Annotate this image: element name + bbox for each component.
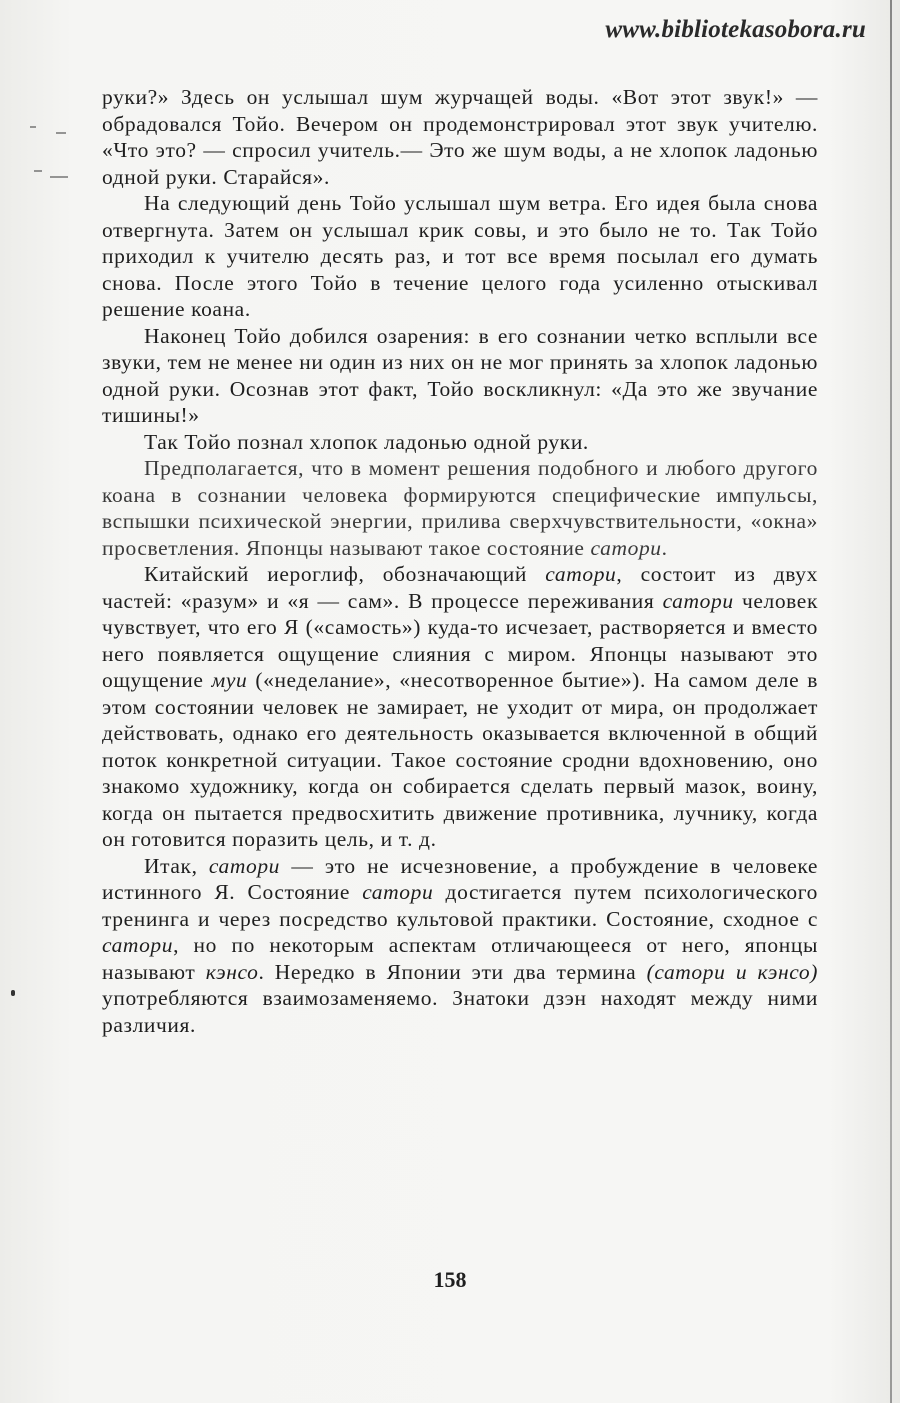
paragraph-6 <box>102 561 818 853</box>
text-span: Китайский иероглиф, обозначающий <box>144 562 546 586</box>
term-satori: сатори <box>545 562 617 586</box>
text-span: достигается путем психологического тренинга и через посредство культовой практики. Состояние, сходное с <box>102 880 818 931</box>
text-span: . Нередко в Японии эти два термина <box>258 959 647 984</box>
paragraph-1: руки?» Здесь он услышал шум журчащей воды. «Вот этот звук!» — обрадовался Тойо. Вечером он продемонстрировал этот звук учителю. «Что это? — спросил учитель.— Это же шум воды, а не хлопок ладонью одной руки. Старайся». <box>102 85 818 189</box>
paragraph-2: На следующий день Тойо услышал шум ветра. Его идея была снова отвергнута. Затем он услышал крик совы, и это было не то. Так Тойо приходил к учителю десять раз, и тот все время посылал его думать снова. После этого Тойо в течение целого года усиленно отыскивал решение коана. <box>102 191 818 321</box>
term-satori: сатори <box>208 853 281 878</box>
paragraph-3: Наконец Тойо добился озарения: в его сознании четко всплыли все звуки, тем не менее ни один из них он не мог принять за хлопок ладонью одной руки. Осознав этот факт, Тойо воскликнул: «Да это же звучание тишины!» <box>102 323 818 427</box>
term-satori: сатори <box>102 933 174 957</box>
text-span: Предполагается, что в момент решения подобного и любого другого коана в сознании человека формируются специфические импульсы, вспышки психической энергии, прилива сверхчувствительности, «окна» просветления. Японцы называют такое состояние <box>102 456 818 560</box>
text-span: («неделание», «несотворенное бытие»). На самом деле в этом состоянии человек не замирает, не уходит от мира, он продолжает действовать, однако его деятельность оказывается включенной в общий поток конкретной ситуации. Такое состояние сродни вдохновению, оно знакомо художнику, когда он собирается сделать первый мазок, воину, когда он пытается предвосхитить движение противника, лучнику, когда он готовится поразить цель, и т. д. <box>102 668 818 851</box>
text-span: . <box>661 535 668 560</box>
body-text <box>102 84 818 1038</box>
text-span: — это не исчезновение, а пробуждение в человеке истинного Я. Состояние <box>102 853 818 904</box>
paragraph-4: Так Тойо познал хлопок ладонью одной руки. <box>144 429 589 454</box>
margin-marks <box>30 118 90 198</box>
text-span: , но по некоторым аспектам отличающееся от него, японцы называют <box>102 933 818 984</box>
paragraph-7 <box>102 853 818 1039</box>
text-span: Итак, <box>144 853 209 878</box>
term-kenso: кэнсо <box>205 959 259 984</box>
page-edge-shadow <box>890 0 892 1403</box>
paragraph-5 <box>102 455 818 561</box>
text-span: человек чувствует, что его Я («самость») куда-то исчезает, растворяется и вместо него появляется ощущение слияния с миром. Японцы называют это ощущение <box>102 588 818 692</box>
text-span: , состоит из двух частей: «разум» и «я — сам». В процессе переживания <box>102 562 818 613</box>
site-watermark: www.bibliotekasobora.ru <box>605 16 866 43</box>
text-span: употребляются взаимозаменяемо. Знатоки дзэн находят между ними различия. <box>102 986 818 1037</box>
term-satori: сатори <box>662 588 734 613</box>
terms-satori-kenso: (сатори и кэнсо) <box>646 959 818 984</box>
term-satori: сатори <box>362 880 434 904</box>
term-satori: сатори <box>590 535 662 560</box>
page-number: 158 <box>433 1267 467 1292</box>
margin-dot <box>11 990 15 996</box>
term-mui: муи <box>211 668 248 692</box>
